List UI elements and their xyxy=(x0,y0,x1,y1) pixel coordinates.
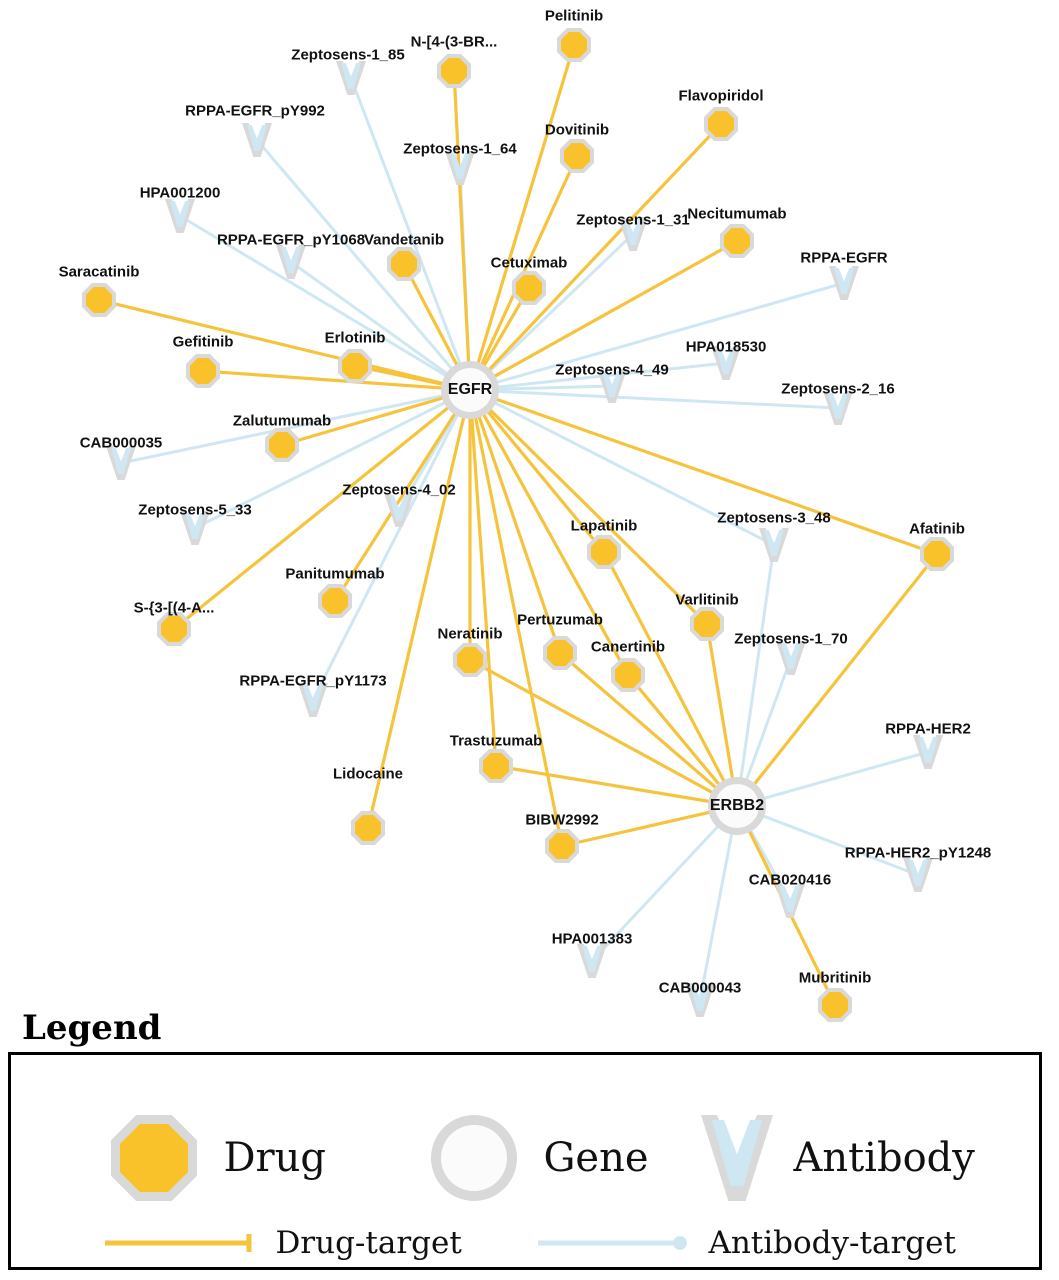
drug-node[interactable] xyxy=(351,811,385,845)
drug-node-label: BIBW2992 xyxy=(525,811,599,829)
edge xyxy=(180,216,470,390)
drug-node-label: N-[4-(3-BR... xyxy=(410,33,498,51)
drug-node-label: Necitumumab xyxy=(687,205,787,223)
edge xyxy=(470,390,628,675)
drug-node-label: Lidocaine xyxy=(332,765,404,783)
drug-icon xyxy=(322,588,348,614)
drug-icon xyxy=(269,432,295,458)
antibody-node[interactable] xyxy=(829,266,859,300)
drug-icon xyxy=(561,32,587,58)
drug-node-label: Mubritinib xyxy=(798,969,872,987)
legend-antibody-item xyxy=(701,1115,975,1201)
gene-node-label: EGFR xyxy=(447,381,493,398)
drug-node[interactable] xyxy=(704,107,738,141)
antibody-node[interactable] xyxy=(106,446,136,480)
drug-icon xyxy=(615,662,641,688)
drug-node[interactable] xyxy=(690,607,724,641)
antibody-node-label: Zeptosens-1_31 xyxy=(576,211,690,229)
legend-ab-edge-label: Antibody-target xyxy=(708,1225,956,1261)
legend-drug-item xyxy=(111,1115,326,1201)
drug-node[interactable] xyxy=(318,584,352,618)
edge xyxy=(700,806,737,1000)
drug-node-label: Trastuzumab xyxy=(449,732,543,750)
drug-icon xyxy=(564,143,590,169)
drug-node-label: Varlitinib xyxy=(675,591,739,609)
drug-node-label: Flavopiridol xyxy=(678,87,764,105)
antibody-node-label: Zeptosens-1_64 xyxy=(403,140,517,158)
edge xyxy=(470,390,937,554)
antibody-node-label: Zeptosens-4_02 xyxy=(342,481,456,499)
antibody-node[interactable] xyxy=(445,151,475,185)
drug-icon xyxy=(355,815,381,841)
drug-node[interactable] xyxy=(543,636,577,670)
drug-node[interactable] xyxy=(557,28,591,62)
legend-drug-label: Drug xyxy=(223,1135,327,1181)
drug-node[interactable] xyxy=(720,224,754,258)
drug-node[interactable] xyxy=(545,829,579,863)
antibody-edge-icon xyxy=(536,1230,696,1256)
edge xyxy=(351,78,470,390)
drug-node-label: Saracatinib xyxy=(58,263,140,281)
legend-box xyxy=(8,1052,1042,1270)
drug-icon xyxy=(457,647,483,673)
drug-node-label: Dovitinib xyxy=(544,121,610,139)
antibody-node-label: RPPA-EGFR_pY992 xyxy=(185,102,325,120)
gene-icon-inner xyxy=(441,1125,507,1191)
drug-node[interactable] xyxy=(479,749,513,783)
antibody-node[interactable] xyxy=(597,369,627,403)
antibody-node[interactable] xyxy=(336,61,366,95)
edge xyxy=(470,390,707,624)
edge xyxy=(560,653,737,806)
drug-icon xyxy=(549,833,575,859)
edge xyxy=(470,121,721,390)
drug-node[interactable] xyxy=(186,354,220,388)
antibody-node-label: RPPA-HER2 xyxy=(885,720,971,738)
drug-icon xyxy=(342,353,368,379)
drug-node[interactable] xyxy=(560,139,594,173)
drug-node[interactable] xyxy=(587,535,621,569)
antibody-node-label: HPA001200 xyxy=(139,184,221,202)
drug-node[interactable] xyxy=(611,658,645,692)
drug-node-label: Pertuzumab xyxy=(517,611,603,629)
antibody-node-label: Zeptosens-5_33 xyxy=(138,501,252,519)
drug-node[interactable] xyxy=(453,643,487,677)
drug-icon xyxy=(190,358,216,384)
legend-drug-edge-label: Drug-target xyxy=(275,1225,462,1261)
legend-panel xyxy=(0,1010,1059,1280)
antibody-node-label: RPPA-EGFR_pY1173 xyxy=(239,672,387,690)
antibody-node-label: HPA001383 xyxy=(551,930,633,948)
antibody-node[interactable] xyxy=(903,858,933,892)
antibody-node-label: CAB000043 xyxy=(658,979,742,997)
drug-icon xyxy=(161,616,187,642)
legend-title: Legend xyxy=(22,1008,162,1048)
drug-icon xyxy=(694,611,720,637)
antibody-node-label: RPPA-EGFR xyxy=(800,249,888,267)
drug-node-label: Pelitinib xyxy=(544,7,604,25)
drug-node-label: Zalutumumab xyxy=(232,412,332,430)
drug-icon xyxy=(391,251,417,277)
drug-node[interactable] xyxy=(82,283,116,317)
antibody-node-label: HPA018530 xyxy=(685,338,767,356)
edge xyxy=(313,390,470,700)
antibody-node[interactable] xyxy=(242,123,272,157)
antibody-node[interactable] xyxy=(775,884,805,918)
drug-node[interactable] xyxy=(338,349,372,383)
antibody-node[interactable] xyxy=(384,493,414,527)
antibody-node[interactable] xyxy=(759,528,789,562)
drug-node[interactable] xyxy=(387,247,421,281)
drug-node-label: Gefitinib xyxy=(172,333,234,351)
legend-drug-edge-item xyxy=(103,1225,462,1261)
drug-node[interactable] xyxy=(265,428,299,462)
edge xyxy=(592,806,737,961)
drug-node[interactable] xyxy=(437,54,471,88)
antibody-node-label: RPPA-HER2_pY1248 xyxy=(844,844,992,862)
drug-node-label: Neratinib xyxy=(437,625,503,643)
antibody-node-label: Zeptosens-4_49 xyxy=(555,361,669,379)
antibody-node[interactable] xyxy=(823,391,853,425)
antibody-node-label: RPPA-EGFR_pY1068 xyxy=(216,231,366,249)
drug-node[interactable] xyxy=(512,271,546,305)
antibody-node[interactable] xyxy=(618,217,648,251)
gene-node-label: ERBB2 xyxy=(709,797,765,814)
antibody-node-label: Zeptosens-2_16 xyxy=(781,380,895,398)
drug-icon xyxy=(86,287,112,313)
antibody-node-label: CAB020416 xyxy=(748,871,832,889)
drug-edge-icon xyxy=(103,1230,263,1256)
edge xyxy=(454,71,470,390)
legend-ab-edge-item xyxy=(536,1225,956,1261)
legend-antibody-label: Antibody xyxy=(793,1135,975,1181)
antibody-node-label: Zeptosens-1_70 xyxy=(734,630,848,648)
drug-node-label: Canertinib xyxy=(590,638,666,656)
antibody-node-label: CAB000035 xyxy=(79,434,163,452)
drug-icon xyxy=(547,640,573,666)
drug-node[interactable] xyxy=(920,537,954,571)
antibody-node-label: Zeptosens-3_48 xyxy=(717,509,831,527)
antibody-node[interactable] xyxy=(913,735,943,769)
antibody-node[interactable] xyxy=(276,245,306,279)
drug-icon xyxy=(708,111,734,137)
legend-gene-item xyxy=(431,1115,649,1201)
antibody-node[interactable] xyxy=(298,683,328,717)
edge xyxy=(470,390,838,408)
drug-node[interactable] xyxy=(157,612,191,646)
antibody-node[interactable] xyxy=(711,346,741,380)
drug-icon xyxy=(591,539,617,565)
drug-icon-core xyxy=(120,1124,188,1192)
edge xyxy=(737,752,928,806)
drug-icon xyxy=(924,541,950,567)
legend-gene-label: Gene xyxy=(543,1135,649,1181)
drug-icon xyxy=(516,275,542,301)
antibody-node-label: Zeptosens-1_85 xyxy=(291,46,405,64)
drug-node-label: Panitumumab xyxy=(285,565,385,583)
drug-node-label: Afatinib xyxy=(909,520,965,538)
drug-node-label: Lapatinib xyxy=(570,517,638,535)
drug-node-label: Cetuximab xyxy=(490,254,568,272)
antibody-node[interactable] xyxy=(180,511,210,545)
antibody-node[interactable] xyxy=(577,944,607,978)
drug-icon xyxy=(724,228,750,254)
drug-node-label: Vandetanib xyxy=(363,231,445,249)
drug-icon xyxy=(483,753,509,779)
drug-node-label: S-{3-[(4-A... xyxy=(133,599,215,617)
antibody-node[interactable] xyxy=(776,641,806,675)
antibody-node[interactable] xyxy=(165,199,195,233)
edge xyxy=(368,390,470,828)
drug-icon xyxy=(441,58,467,84)
drug-node-label: Erlotinib xyxy=(324,329,386,347)
